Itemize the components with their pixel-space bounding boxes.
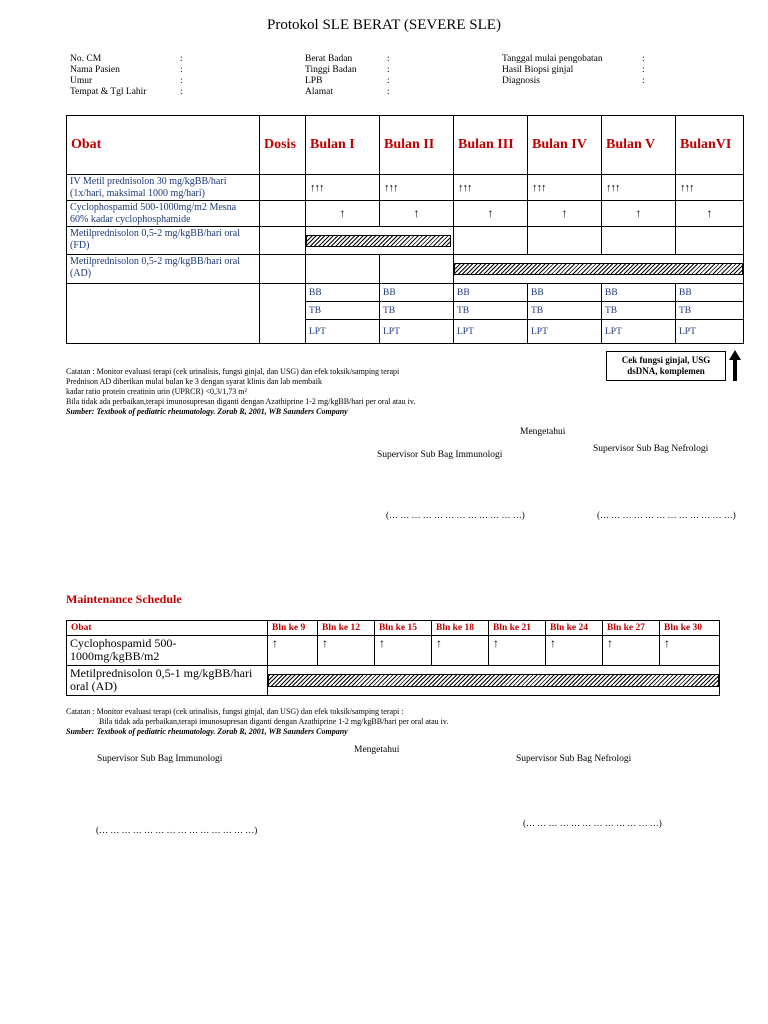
source-citation: Sumber: Textbook of pediatric rheumatology. Zorab R, 2001, WB Saunders Company — [66, 407, 348, 416]
header-month: Bulan I — [306, 116, 380, 175]
drug-cell: Cyclophospamid 500-1000mg/kgBB/m2 — [67, 636, 268, 666]
patient-fields-col3 — [502, 54, 645, 87]
mengetahui-label: Mengetahui — [354, 745, 400, 755]
pulse-mark: ↑↑↑ — [676, 175, 744, 201]
monitor-label: BB — [676, 284, 744, 302]
table-row — [67, 636, 720, 666]
notes-block-1 — [66, 367, 606, 417]
monitor-blank — [260, 284, 306, 344]
document-title: Protokol SLE BERAT (SEVERE SLE) — [267, 17, 501, 33]
supervisor-immunologi-label: Supervisor Sub Bag Immunologi — [377, 450, 503, 460]
drug-cell: Cyclophospamid 500-1000mg/m2 Mesna 60% kadar cyclophosphamide — [67, 201, 260, 227]
header-month: Bln ke 27 — [603, 621, 660, 636]
dose-arrow: ↑ — [380, 201, 454, 227]
header-month: Bulan III — [454, 116, 528, 175]
empty-cell — [306, 255, 380, 284]
monitor-label: LPT — [528, 320, 602, 344]
maintenance-table — [66, 620, 720, 696]
dose-arrow: ↑ — [375, 636, 432, 666]
dose-cell — [260, 175, 306, 201]
signature-line-right: (… … … … … … … … … … … …) — [523, 818, 662, 828]
patient-fields-col1 — [70, 54, 183, 98]
maintenance-header-row — [67, 621, 720, 636]
monitor-label: TB — [380, 302, 454, 320]
header-month: Bln ke 24 — [546, 621, 603, 636]
supervisor-nefrologi-label: Supervisor Sub Bag Nefrologi — [593, 444, 709, 454]
dose-arrow: ↑ — [306, 201, 380, 227]
dose-arrow: ↑ — [676, 201, 744, 227]
check-box: Cek fungsi ginjal, USG dsDNA, komplemen — [606, 351, 726, 381]
field-label: Alamat — [305, 87, 333, 97]
field-colon: : — [180, 54, 183, 64]
dose-arrow: ↑ — [660, 636, 720, 666]
header-month: Bln ke 12 — [318, 621, 375, 636]
supervisor-immunologi-label: Supervisor Sub Bag Immunologi — [97, 754, 223, 764]
pulse-mark: ↑↑↑ — [454, 175, 528, 201]
field-colon: : — [642, 65, 645, 75]
monitor-blank — [67, 284, 260, 344]
field-label: Umur — [70, 76, 93, 86]
supervisor-nefrologi-label: Supervisor Sub Bag Nefrologi — [516, 754, 632, 764]
monitor-label: LPT — [602, 320, 676, 344]
table-row — [67, 666, 720, 696]
header-month: Bulan II — [380, 116, 454, 175]
pulse-mark: ↑↑↑ — [528, 175, 602, 201]
monitor-label: BB — [380, 284, 454, 302]
field-colon: : — [642, 54, 645, 64]
drug-cell: Metilprednisolon 0,5-2 mg/kgBB/hari oral (AD) — [67, 255, 260, 284]
header-month: Bln ke 18 — [432, 621, 489, 636]
field-colon: : — [642, 76, 645, 86]
dose-arrow: ↑ — [318, 636, 375, 666]
dose-arrow: ↑ — [602, 201, 676, 227]
field-label: LPB — [305, 76, 323, 86]
monitor-row-bb — [67, 284, 744, 302]
pulse-mark: ↑↑↑ — [602, 175, 676, 201]
hatch-cell — [454, 255, 744, 284]
note-line: Prednison AD diberikan mulai bulan ke 3 dengan syarat klinis dan lab membaik — [66, 377, 322, 386]
field-colon: : — [180, 65, 183, 75]
dose-arrow: ↑ — [432, 636, 489, 666]
pulse-mark: ↑↑↑ — [380, 175, 454, 201]
monitor-label: TB — [676, 302, 744, 320]
table-row — [67, 201, 744, 227]
field-label: Berat Badan — [305, 54, 353, 64]
table-row — [67, 227, 744, 255]
monitor-label: TB — [528, 302, 602, 320]
monitor-label: BB — [528, 284, 602, 302]
drug-cell: Metilprednisolon 0,5-2 mg/kgBB/hari oral (FD) — [67, 227, 260, 255]
note-line: Bila tidak ada perbaikan,terapi imunosupresan diganti dengan Azathiprine 1-2 mg/kgBB/hari per oral atau iv. — [99, 717, 449, 726]
field-colon: : — [387, 65, 390, 75]
induction-header-row — [67, 116, 744, 175]
header-obat: Obat — [67, 621, 268, 636]
empty-cell — [676, 227, 744, 255]
empty-cell — [528, 227, 602, 255]
dose-arrow: ↑ — [489, 636, 546, 666]
up-arrow-icon — [728, 350, 742, 382]
maintenance-title: Maintenance Schedule — [66, 592, 182, 606]
hatch-cell — [268, 666, 720, 696]
field-colon: : — [180, 76, 183, 86]
patient-fields-col2 — [305, 54, 390, 98]
table-row — [67, 255, 744, 284]
hatch-cell — [306, 227, 454, 255]
header-month: Bln ke 9 — [268, 621, 318, 636]
empty-cell — [454, 227, 528, 255]
drug-cell: IV Metil prednisolon 30 mg/kgBB/hari (1x/hari, maksimal 1000 mg/hari) — [67, 175, 260, 201]
monitor-label: LPT — [676, 320, 744, 344]
empty-cell — [602, 227, 676, 255]
field-colon: : — [180, 87, 183, 97]
note-line: Catatan : Monitor evaluasi terapi (cek urinalisis, fungsi ginjal, dan USG) dan efek toksik/samping terapi : — [66, 707, 404, 716]
dose-cell — [260, 255, 306, 284]
header-month: Bln ke 15 — [375, 621, 432, 636]
field-label: Tempat & Tgl Lahir — [70, 87, 147, 97]
signature-line-right: (… … … … … … … … … … … …) — [597, 510, 736, 520]
dose-arrow: ↑ — [528, 201, 602, 227]
note-line: Catatan : Monitor evaluasi terapi (cek urinalisis, fungsi ginjal, dan USG) dan efek toksik/samping terapi — [66, 367, 400, 376]
header-obat: Obat — [67, 116, 260, 175]
mengetahui-label: Mengetahui — [520, 427, 566, 437]
field-label: Diagnosis — [502, 76, 540, 86]
field-colon: : — [387, 87, 390, 97]
header-month: Bulan V — [602, 116, 676, 175]
dose-cell — [260, 227, 306, 255]
hatch-bar-ad — [454, 263, 743, 275]
hatch-bar-fd — [306, 235, 451, 247]
field-label: No. CM — [70, 54, 102, 64]
header-month: Bln ke 30 — [660, 621, 720, 636]
dose-cell — [260, 201, 306, 227]
monitor-label: BB — [306, 284, 380, 302]
header-dosis: Dosis — [260, 116, 306, 175]
notes-block-2 — [66, 707, 706, 737]
field-colon: : — [387, 54, 390, 64]
monitor-label: TB — [454, 302, 528, 320]
monitor-label: LPT — [454, 320, 528, 344]
monitor-label: TB — [306, 302, 380, 320]
dose-arrow: ↑ — [603, 636, 660, 666]
monitor-label: LPT — [380, 320, 454, 344]
header-month: Bln ke 21 — [489, 621, 546, 636]
field-label: Hasil Biopsi ginjal — [502, 65, 574, 75]
hatch-bar-maintenance — [268, 674, 719, 687]
dose-arrow: ↑ — [268, 636, 318, 666]
table-row — [67, 175, 744, 201]
pulse-mark: ↑↑↑ — [306, 175, 380, 201]
note-line: kadar ratio protein creatinin urin (UPRCR) <0,3/1,73 m² — [66, 387, 247, 396]
note-line: Bila tidak ada perbaikan,terapi imunosupresan diganti dengan Azathiprine 1-2 mg/kgBB/hari per oral atau iv. — [66, 397, 416, 406]
monitor-label: LPT — [306, 320, 380, 344]
source-citation: Sumber: Textbook of pediatric rheumatology. Zorab R, 2001, WB Saunders Company — [66, 727, 348, 736]
field-label: Tanggal mulai pengobatan — [502, 54, 603, 64]
drug-cell: Metilprednisolon 0,5-1 mg/kgBB/hari oral (AD) — [67, 666, 268, 696]
signature-line-left: (… … … … … … … … … … … … … …) — [96, 825, 258, 835]
signature-line-left: (… … … … … … … … … … … …) — [386, 510, 525, 520]
field-colon: : — [387, 76, 390, 86]
dose-arrow: ↑ — [454, 201, 528, 227]
header-month: BulanVI — [676, 116, 744, 175]
induction-table — [66, 115, 744, 344]
empty-cell — [380, 255, 454, 284]
monitor-label: BB — [602, 284, 676, 302]
field-label: Nama Pasien — [70, 65, 120, 75]
dose-arrow: ↑ — [546, 636, 603, 666]
field-label: Tinggi Badan — [305, 65, 357, 75]
monitor-label: BB — [454, 284, 528, 302]
monitor-label: TB — [602, 302, 676, 320]
header-month: Bulan IV — [528, 116, 602, 175]
